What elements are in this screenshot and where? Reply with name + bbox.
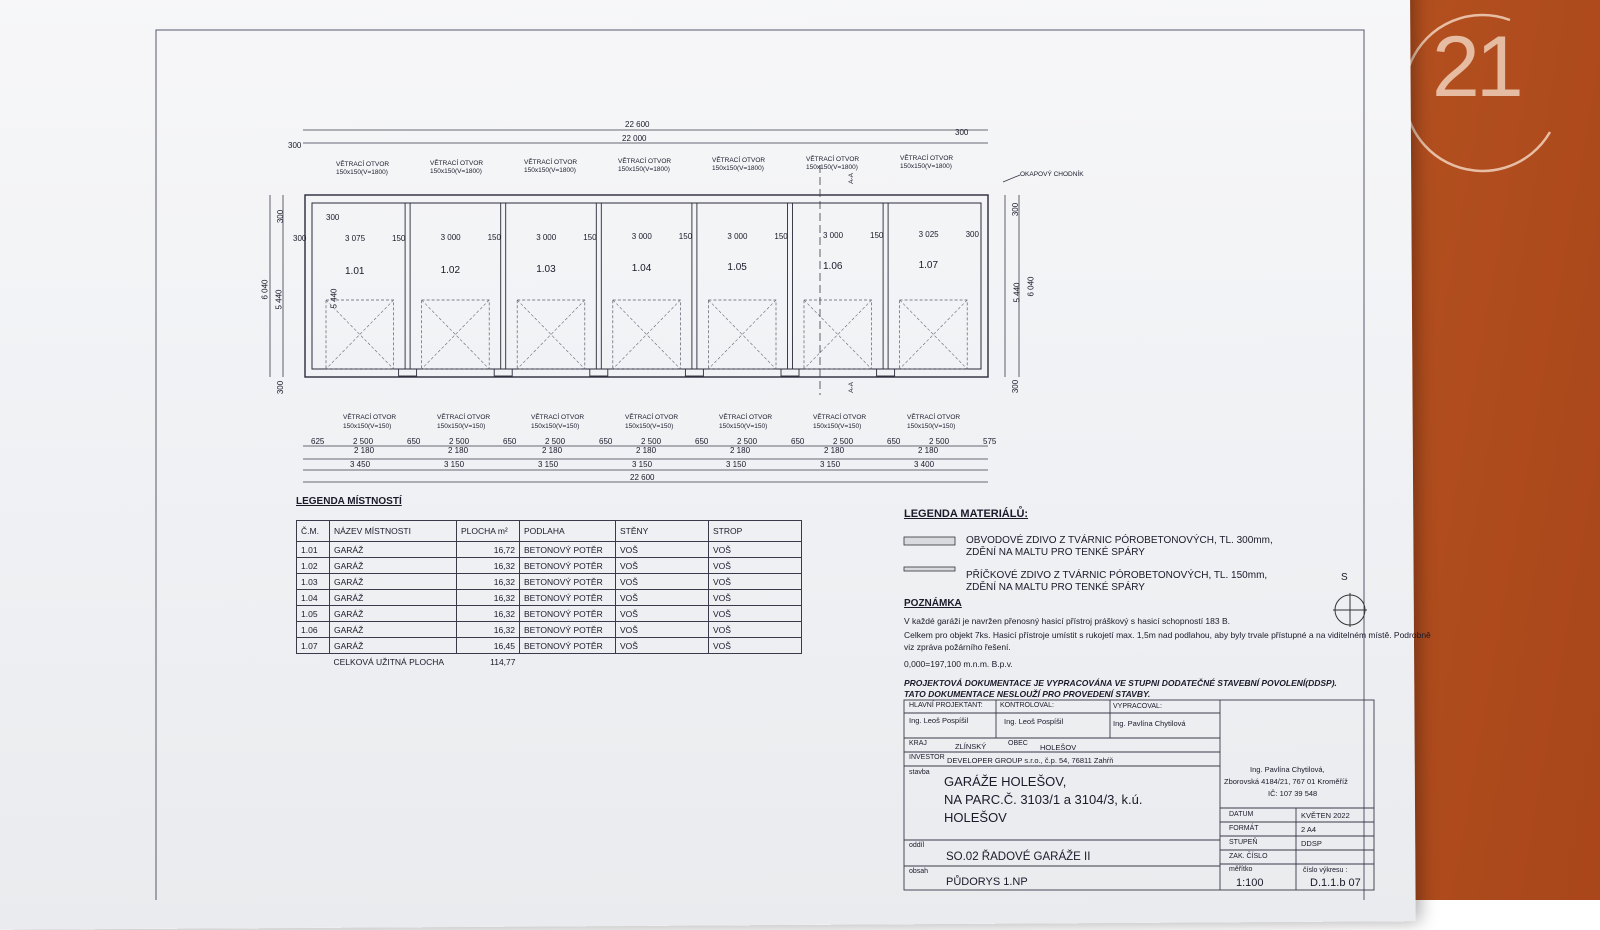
bottom-dim-row2: 2 180 (448, 446, 469, 455)
tb-office-line-2: Zborovská 4184/21, 767 01 Kroměříž (1224, 777, 1348, 786)
bottom-vent-size: 150x150(V=150) (531, 423, 580, 430)
garage-door (422, 300, 490, 369)
tb-stavba-label: stavba (909, 769, 930, 776)
top-vent-size: 150x150(V=1800) (900, 163, 952, 170)
room-legend-cell: BETONOVÝ POTĚR (520, 574, 616, 590)
dim-wall-right: 300 (955, 128, 969, 137)
left-dim-inner: 5 440 (274, 289, 284, 310)
pier (877, 369, 895, 376)
room-legend-row (297, 574, 802, 590)
top-vent-label: VĚTRACÍ OTVOR (430, 160, 484, 167)
pier (494, 369, 512, 376)
outer-wall (305, 195, 988, 377)
room-legend-row (297, 606, 802, 622)
material-swatch-150 (904, 567, 955, 571)
room-legend-cell: VOŠ (616, 590, 709, 606)
room-id-label: 1.01 (345, 266, 365, 277)
bottom-dim-row1: 625 (311, 437, 325, 446)
top-vent-label: VĚTRACÍ OTVOR (524, 159, 578, 166)
total-label: CELKOVÁ UŽITNÁ PLOCHA (333, 656, 445, 667)
garage-door (613, 300, 681, 369)
bottom-dim-row2: 2 180 (542, 446, 563, 455)
bottom-vent-label: VĚTRACÍ OTVOR (437, 414, 491, 421)
bottom-dim-row1: 650 (407, 437, 421, 446)
dim-total-top: 22 600 (625, 120, 650, 129)
tb-investor-label: INVESTOR (909, 754, 945, 761)
tb-stavba-line-3: HOLEŠOV (944, 810, 1007, 825)
room-legend-cell: VOŠ (709, 574, 802, 590)
room-legend-cell: BETONOVÝ POTĚR (520, 606, 616, 622)
tb-oddil: SO.02 ŘADOVÉ GARÁŽE II (946, 851, 1091, 863)
garage-door (900, 300, 968, 369)
room-legend-cell: GARÁŽ (330, 622, 457, 638)
room-legend-cell: GARÁŽ (330, 606, 457, 622)
bottom-vent-size: 150x150(V=150) (437, 423, 486, 430)
pier (685, 369, 703, 376)
tb-format: 2 A4 (1301, 825, 1317, 834)
tb-datum: KVĚTEN 2022 (1301, 811, 1350, 820)
left-dim-top: 300 (276, 209, 286, 224)
room-legend-header (297, 521, 802, 542)
tb-cislo: D.1.1.b 07 (1310, 877, 1361, 889)
bottom-dim-row3: 3 150 (726, 460, 747, 469)
tb-office-line-3: IČ: 107 39 548 (1268, 789, 1318, 798)
top-vent-size: 150x150(V=1800) (712, 165, 764, 172)
room-legend-cell: VOŠ (709, 558, 802, 574)
room-width-dim: 3 025 (918, 230, 939, 240)
room-legend-cell: BETONOVÝ POTĚR (520, 558, 616, 574)
room-legend-cell: VOŠ (709, 606, 802, 622)
bottom-dim-row1: 2 500 (353, 437, 374, 446)
room-wall-dim: 150 (678, 232, 693, 242)
room-width-dim: 3 000 (631, 232, 652, 242)
tb-zak-label: ZAK. ČÍSLO (1229, 853, 1268, 860)
col-strop: STROP (709, 521, 802, 542)
room-legend-cell: 16,32 (457, 574, 520, 590)
tb-kraj-label: KRAJ (909, 740, 927, 747)
tb-obsah-label: obsah (909, 868, 929, 875)
room-width-dim: 3 000 (440, 233, 461, 243)
top-vent-size: 150x150(V=1800) (806, 164, 858, 171)
garage-door (326, 300, 394, 369)
bottom-dim-row1: 650 (887, 437, 901, 446)
okapovy-chodnik-label: OKAPOVÝ CHODNÍK (1020, 171, 1084, 178)
room-width-dim: 3 000 (727, 231, 748, 241)
top-vent-label: VĚTRACÍ OTVOR (618, 158, 672, 165)
col-steny: STĚNY (616, 521, 709, 542)
tb-investor: DEVELOPER GROUP s.r.o., č.p. 54, 76811 Zahŕň (947, 756, 1114, 765)
section-mark-bottom: A-A (847, 382, 855, 393)
bottom-dim-row1: 575 (983, 437, 997, 446)
note-line-2: Celkem pro objekt 7ks. Hasicí přístroje umístit s rukojetí max. 1,5m nad podlahou, aby byly trvale přístupné a na viditelném místě. Podrobně (904, 630, 1431, 640)
bottom-dim-row1: 650 (695, 437, 709, 446)
room-legend-cell: GARÁŽ (330, 542, 457, 558)
partition-wall (501, 203, 506, 369)
left-dim-bottom: 300 (276, 380, 286, 395)
room-wall-dim: 150 (487, 233, 501, 243)
tb-obec-label: OBEC (1008, 740, 1028, 747)
bottom-dim-row1: 650 (599, 437, 613, 446)
bottom-dim-row2: 2 180 (354, 446, 375, 455)
bottom-dim-row3: 3 450 (350, 460, 371, 469)
logo-text: 21 (1432, 19, 1520, 115)
room-legend-cell: 16,45 (457, 638, 520, 654)
top-vent-size: 150x150(V=1800) (336, 169, 388, 176)
bottom-dim-row1: 2 500 (737, 437, 758, 446)
room-width-dim: 3 075 (345, 234, 366, 243)
disclaimer-line-1: PROJEKTOVÁ DOKUMENTACE JE VYPRACOVÁNA VE STUPNI DODATEČNÉ STAVEBNÍ POVOLENÍ(DDSP). (904, 678, 1337, 688)
top-vent-size: 150x150(V=1800) (524, 167, 576, 174)
bottom-vent-size: 150x150(V=150) (343, 423, 392, 430)
bottom-vent-label: VĚTRACÍ OTVOR (907, 414, 961, 421)
room-legend-cell: 1.04 (297, 590, 330, 606)
dim-wall-left: 300 (288, 141, 302, 150)
right-dim-inner: 5 440 (1012, 282, 1022, 303)
room-id-label: 1.04 (631, 263, 652, 274)
room-id-label: 1.03 (536, 264, 556, 275)
room-legend-cell: 1.07 (297, 638, 330, 654)
col-plocha: PLOCHA m² (457, 521, 520, 542)
col-nazev: NÁZEV MÍSTNOSTI (330, 521, 457, 542)
bottom-dim-row1: 2 500 (641, 437, 662, 446)
tb-meritko: 1:100 (1236, 877, 1264, 889)
partition-wall (405, 203, 410, 369)
bottom-dim-row1: 2 500 (545, 437, 566, 446)
material-300-line2: ZDĚNÍ NA MALTU PRO TENKÉ SPÁRY (966, 547, 1145, 558)
bottom-dim-row3: 3 150 (820, 460, 841, 469)
room-legend-cell: 1.01 (297, 542, 330, 558)
garage-door (517, 300, 585, 369)
room-legend-cell: BETONOVÝ POTĚR (520, 542, 616, 558)
tb-hlavni-projektant-label: HLAVNÍ PROJEKTANT: (909, 702, 983, 709)
section-mark-top: A-A (847, 173, 855, 184)
garage-doors (326, 300, 967, 369)
room-legend-row (297, 590, 802, 606)
tb-cislo-label: číslo výkresu : (1303, 867, 1348, 874)
room-legend-cell: 16,32 (457, 558, 520, 574)
room-legend-cell: 1.02 (297, 558, 330, 574)
pier (781, 369, 799, 376)
top-vent-size: 150x150(V=1800) (618, 166, 670, 173)
top-vent-label: VĚTRACÍ OTVOR (712, 157, 766, 164)
room-legend-cell: VOŠ (616, 574, 709, 590)
room-legend-row (297, 558, 802, 574)
dim-inner-top: 22 000 (622, 134, 647, 143)
top-vent-label: VĚTRACÍ OTVOR (900, 155, 954, 162)
room-legend-cell: 1.06 (297, 622, 330, 638)
room-legend-cell: GARÁŽ (330, 590, 457, 606)
disclaimer-line-2: TATO DOKUMENTACE NESLOUŽÍ PRO PROVEDENÍ STAVBY. (904, 689, 1151, 699)
bottom-vent-label: VĚTRACÍ OTVOR (719, 414, 773, 421)
partition-wall (883, 203, 888, 369)
room-legend-cell: 16,72 (457, 542, 520, 558)
room-legend-title: LEGENDA MÍSTNOSTÍ (296, 496, 402, 507)
material-300-line1: OBVODOVÉ ZDIVO Z TVÁRNIC PÓROBETONOVÝCH, TL. 300mm, (966, 535, 1273, 546)
bottom-vent-size: 150x150(V=150) (907, 423, 956, 430)
col-cm: Č.M. (297, 521, 330, 542)
right-dim-outer: 6 040 (1026, 276, 1036, 297)
material-150-line2: ZDĚNÍ NA MALTU PRO TENKÉ SPÁRY (966, 582, 1145, 593)
tb-oddil-label: oddíl (909, 842, 925, 849)
tb-stupen-label: STUPEŇ (1229, 839, 1258, 846)
bottom-dim-row3: 3 150 (538, 460, 559, 469)
room-id-label: 1.02 (440, 265, 461, 276)
bottom-dim-row2: 2 180 (918, 446, 939, 455)
top-vent-size: 150x150(V=1800) (430, 168, 482, 175)
room-legend-cell: BETONOVÝ POTĚR (520, 622, 616, 638)
room-legend-cell: VOŠ (616, 622, 709, 638)
garage-door (708, 300, 776, 369)
room-wall-dim: 150 (392, 234, 406, 243)
top-vent-label: VĚTRACÍ OTVOR (806, 156, 860, 163)
tb-obec: HOLEŠOV (1040, 743, 1077, 752)
material-150-line1: PŘÍČKOVÉ ZDIVO Z TVÁRNIC PÓROBETONOVÝCH, TL. 150mm, (966, 570, 1268, 581)
bottom-dim-row2: 2 180 (636, 446, 657, 455)
tb-vypracoval-label: VYPRACOVAL: (1113, 703, 1162, 710)
bottom-dim-row1: 2 500 (929, 437, 950, 446)
partition-wall (596, 203, 601, 369)
material-swatch-300 (904, 537, 955, 545)
room-legend-cell: GARÁŽ (330, 638, 457, 654)
bottom-vent-label: VĚTRACÍ OTVOR (531, 414, 585, 421)
room-legend-cell: VOŠ (616, 558, 709, 574)
pier (399, 369, 417, 376)
tb-kontroloval: Ing. Leoš Pospíšil (1004, 717, 1064, 726)
note-line-3: viz zpráva požárního řešení. (904, 642, 1011, 652)
bottom-dim-row1: 650 (503, 437, 517, 446)
room-wall-dim: 150 (870, 231, 884, 240)
room-wall-dim: 300 (965, 230, 979, 240)
tb-format-label: FORMÁT (1229, 825, 1259, 832)
total-value: 114,77 (490, 656, 516, 667)
bottom-dim-row3: 3 150 (444, 460, 465, 469)
room-legend-cell: 16,32 (457, 606, 520, 622)
room-legend-row (297, 542, 802, 558)
right-dim-top: 300 (1011, 202, 1021, 217)
room-legend-cell: BETONOVÝ POTĚR (520, 638, 616, 654)
note-title: POZNÁMKA (904, 598, 962, 609)
tb-hlavni-projektant: Ing. Leoš Pospíšil (909, 716, 969, 725)
pier (590, 369, 608, 376)
bottom-dim-row1: 2 500 (833, 437, 854, 446)
room-legend-cell: 16,32 (457, 622, 520, 638)
right-dim-bottom: 300 (1011, 379, 1021, 394)
tb-kontroloval-label: KONTROLOVAL: (1000, 702, 1054, 709)
tb-stupen: DDSP (1301, 839, 1322, 848)
room-id-label: 1.06 (823, 261, 843, 272)
room-id-label: 1.05 (727, 262, 747, 273)
tb-meritko-label: měřítko (1229, 866, 1253, 873)
tb-stavba-line-1: GARÁŽE HOLEŠOV, (944, 774, 1067, 789)
room-legend-cell: BETONOVÝ POTĚR (520, 590, 616, 606)
bottom-dim-row3: 3 150 (632, 460, 653, 469)
bottom-dim-row2: 2 180 (824, 446, 845, 455)
tb-vypracoval: Ing. Pavlína Chytilová (1113, 719, 1186, 728)
bottom-vent-size: 150x150(V=150) (813, 423, 862, 430)
room-legend-total (297, 654, 802, 670)
room-legend-row (297, 622, 802, 638)
room-legend-cell: GARÁŽ (330, 558, 457, 574)
material-legend-title: LEGENDA MATERIÁLŮ: (904, 508, 1029, 520)
bottom-dim-row1: 2 500 (449, 437, 470, 446)
north-arrow-icon (1333, 593, 1367, 627)
bottom-vent-label: VĚTRACÍ OTVOR (813, 414, 867, 421)
room-id-label: 1.07 (918, 260, 939, 271)
bottom-vent-label: VĚTRACÍ OTVOR (343, 414, 397, 421)
room-legend-cell: GARÁŽ (330, 574, 457, 590)
room-legend-cell: VOŠ (616, 542, 709, 558)
room-legend-cell: 16,32 (457, 590, 520, 606)
tb-kraj: ZLÍNSKÝ (955, 742, 987, 751)
garage-door (804, 300, 872, 369)
tb-office-line-1: Ing. Pavlína Chytilová, (1250, 765, 1325, 774)
bottom-vent-label: VĚTRACÍ OTVOR (625, 414, 679, 421)
note-line-4: 0,000=197,100 m.n.m. B.p.v. (904, 659, 1013, 669)
left-dim-outer: 6 040 (260, 279, 270, 300)
bottom-vent-size: 150x150(V=150) (625, 423, 674, 430)
partition-wall (788, 203, 793, 369)
note-line-1: V každé garáži je navržen přenosný hasicí přístroj práškový s hasicí schopností 183 B. (904, 616, 1230, 626)
room-legend-cell: 1.05 (297, 606, 330, 622)
tb-obsah: PŮDORYS 1.NP (946, 876, 1028, 888)
partition-wall (692, 203, 697, 369)
room-wall-dim: 150 (774, 231, 788, 241)
bottom-dim-row2: 2 180 (730, 446, 751, 455)
north-label: S (1341, 572, 1348, 583)
left-dim-room-top: 300 (326, 213, 340, 222)
room-legend-cell: VOŠ (616, 638, 709, 654)
room-inner-height: 5 440 (329, 288, 339, 309)
room-legend-table (296, 520, 802, 669)
bottom-vent-size: 150x150(V=150) (719, 423, 768, 430)
room-legend-cell: VOŠ (709, 638, 802, 654)
room-legend-cell: 1.03 (297, 574, 330, 590)
room-width-dim: 3 000 (536, 232, 557, 242)
bottom-dim-row3: 3 400 (914, 460, 935, 469)
room-legend-cell: VOŠ (616, 606, 709, 622)
bottom-total-dim: 22 600 (630, 473, 655, 482)
left-dim-side: 300 (293, 234, 307, 243)
room-width-dim: 3 000 (823, 231, 844, 240)
col-podlaha: PODLAHA (520, 521, 616, 542)
room-wall-dim: 150 (583, 232, 597, 242)
room-legend-cell: VOŠ (709, 542, 802, 558)
room-legend-row (297, 638, 802, 654)
tb-stavba-line-2: NA PARC.Č. 3103/1 a 3104/3, k.ú. (944, 792, 1143, 807)
room-legend-cell: VOŠ (709, 622, 802, 638)
tb-datum-label: DATUM (1229, 811, 1254, 818)
top-vent-label: VĚTRACÍ OTVOR (336, 161, 390, 168)
room-legend-cell: VOŠ (709, 590, 802, 606)
bottom-dim-row1: 650 (791, 437, 805, 446)
